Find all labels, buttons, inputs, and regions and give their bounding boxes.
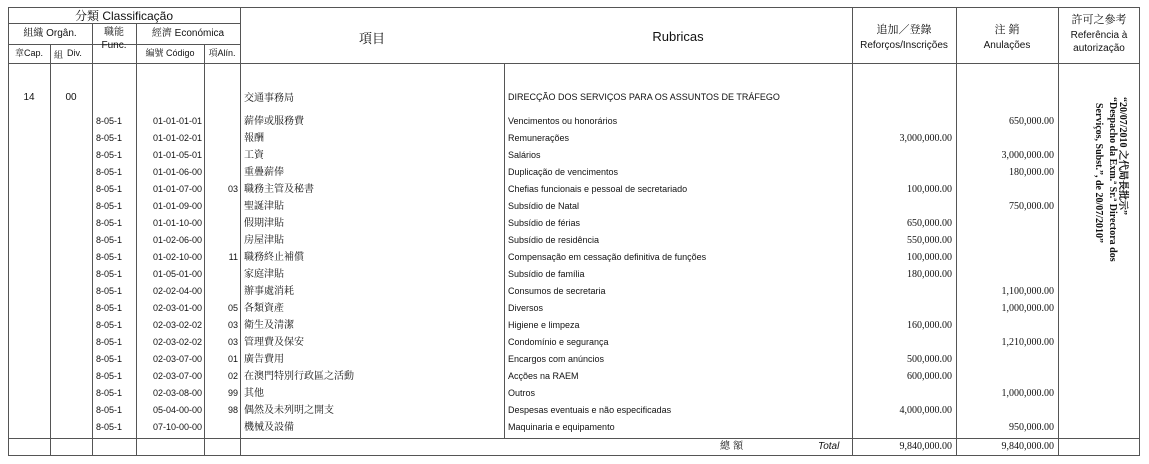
row-code: 02-03-02-02 (152, 337, 202, 347)
row-code: 01-02-10-00 (152, 252, 202, 262)
row-func: 8-05-1 (96, 116, 123, 126)
row-func: 8-05-1 (96, 388, 123, 398)
section-name-pt: DIRECÇÃO DOS SERVIÇOS PARA OS ASSUNTOS DE TRÁFEGO (508, 92, 780, 102)
row-rubrica: Maquinaria e equipamento (508, 422, 615, 432)
row-item-zh: 重疊薪俸 (244, 167, 284, 178)
row-rubrica: Subsídio de família (508, 269, 585, 279)
row-func: 8-05-1 (96, 303, 123, 313)
row-code: 02-03-07-00 (152, 371, 202, 381)
row-alinea (206, 419, 238, 436)
row-rubrica: Compensação em cessação definitiva de funções (508, 252, 707, 262)
row-func: 8-05-1 (96, 422, 123, 432)
row-anulacao (960, 317, 1054, 334)
row-code: 02-03-07-00 (152, 354, 202, 364)
row-reforco (856, 147, 952, 164)
row-alinea: 11 (228, 252, 238, 262)
header-classification: 分類 Classificação (74, 9, 174, 23)
row-code: 07-10-00-00 (152, 422, 202, 432)
row-func: 8-05-1 (96, 286, 123, 296)
row-anulacao: 180,000.00 (1009, 167, 1054, 178)
row-item-zh: 職務主管及秘書 (244, 184, 314, 195)
row-rubrica: Subsídio de férias (508, 218, 581, 228)
row-code: 05-04-00-00 (152, 405, 202, 415)
row-func: 8-05-1 (96, 133, 123, 143)
header-reinforce-zh: 追加／登錄 (876, 24, 932, 36)
row-anulacao (960, 215, 1054, 232)
table-row (8, 181, 1140, 198)
row-rubrica: Acções na RAEM (508, 371, 579, 381)
budget-table (8, 7, 1140, 455)
table-row (8, 249, 1140, 266)
row-item-zh: 在澳門特別行政區之活動 (244, 371, 354, 382)
row-alinea (206, 147, 238, 164)
row-item-zh: 偶然及未列明之開支 (244, 405, 334, 416)
header-rubricas: Rubricas (652, 29, 704, 44)
table-row (8, 266, 1140, 283)
table-row (8, 334, 1140, 351)
table-row (8, 419, 1140, 436)
row-anulacao (960, 368, 1054, 385)
header-auth-line2: autorização (1073, 43, 1125, 54)
row-reforco (856, 283, 952, 300)
row-reforco (856, 334, 952, 351)
row-reforco (856, 300, 952, 317)
authorization-line3: Serviços, Subst.”, de 20/07/2010” (1093, 103, 1104, 244)
total-top-rule (8, 438, 1140, 439)
row-anulacao: 950,000.00 (1009, 422, 1054, 433)
row-reforco: 4,000,000.00 (899, 405, 952, 416)
row-reforco: 3,000,000.00 (899, 133, 952, 144)
row-code: 02-02-04-00 (152, 286, 202, 296)
row-func: 8-05-1 (96, 218, 123, 228)
row-anulacao: 1,100,000.00 (1001, 286, 1054, 297)
row-alinea (206, 266, 238, 283)
row-reforco: 650,000.00 (907, 218, 952, 229)
row-alinea (206, 113, 238, 130)
table-row (8, 368, 1140, 385)
row-item-zh: 機械及設備 (244, 422, 294, 433)
row-rubrica: Higiene e limpeza (508, 320, 580, 330)
row-item-zh: 其他 (244, 388, 264, 399)
row-func: 8-05-1 (96, 201, 123, 211)
row-alinea (206, 164, 238, 181)
row-code: 01-01-05-01 (152, 150, 202, 160)
table-row (8, 113, 1140, 130)
row-func: 8-05-1 (96, 320, 123, 330)
table-row (8, 351, 1140, 368)
table-row (8, 283, 1140, 300)
table-row (8, 147, 1140, 164)
row-alinea (206, 283, 238, 300)
row-code: 01-01-02-01 (152, 133, 202, 143)
row-code: 02-03-08-00 (152, 388, 202, 398)
row-rubrica: Chefias funcionais e pessoal de secretariado (508, 184, 688, 194)
row-alinea: 98 (227, 405, 238, 415)
header-cancel: Anulações (983, 40, 1031, 51)
row-rubrica: Salários (508, 150, 541, 160)
row-item-zh: 薪俸或服務費 (244, 116, 304, 127)
authorization-line2: “Despacho da Exm.ª Sr.ª Directora dos (1107, 97, 1118, 262)
row-code: 01-01-07-00 (152, 184, 202, 194)
row-alinea: 03 (227, 184, 238, 194)
total-label-zh: 總 額 (720, 441, 744, 452)
row-reforco: 600,000.00 (907, 371, 952, 382)
header-item-zh: 項目 (358, 31, 385, 46)
row-rubrica: Outros (508, 388, 536, 398)
row-rubrica: Subsídio de Natal (508, 201, 580, 211)
header-code: 編號 Código (145, 48, 195, 58)
row-anulacao: 650,000.00 (1009, 116, 1054, 127)
row-func: 8-05-1 (96, 150, 123, 160)
authorization-line1: “20/07/2010 之代局長批示” (1117, 97, 1128, 216)
table-row (8, 402, 1140, 419)
row-rubrica: Subsídio de residência (508, 235, 600, 245)
row-alinea (206, 232, 238, 249)
row-anulacao: 1,000,000.00 (1001, 303, 1054, 314)
section-chapter: 14 (23, 92, 35, 103)
row-rubrica: Despesas eventuais e não especificadas (508, 405, 672, 415)
row-anulacao (960, 249, 1054, 266)
table-row (8, 385, 1140, 402)
total-reforco: 9,840,000.00 (899, 441, 952, 452)
row-reforco: 100,000.00 (907, 184, 952, 195)
row-rubrica: Consumos de secretaria (508, 286, 606, 296)
row-func: 8-05-1 (96, 405, 123, 415)
row-code: 01-01-01-01 (152, 116, 202, 126)
row-anulacao (960, 232, 1054, 249)
row-anulacao (960, 351, 1054, 368)
table-row (8, 164, 1140, 181)
header-auth-line1: Referência à (1070, 30, 1128, 41)
row-anulacao: 1,210,000.00 (1001, 337, 1054, 348)
row-func: 8-05-1 (96, 354, 123, 364)
row-item-zh: 管理費及保安 (244, 337, 304, 348)
header-bottom-rule (8, 63, 1140, 64)
header-chapter: 章Cap. (14, 48, 43, 58)
row-code: 01-01-09-00 (152, 201, 202, 211)
section-name-zh: 交通事務局 (244, 93, 294, 104)
row-rubrica: Remunerações (508, 133, 570, 143)
row-code: 01-05-01-00 (152, 269, 202, 279)
row-alinea (206, 198, 238, 215)
row-item-zh: 聖誕津貼 (244, 201, 284, 212)
row-alinea (206, 215, 238, 232)
row-code: 01-01-06-00 (152, 167, 202, 177)
row-item-zh: 廣告費用 (244, 354, 284, 365)
row-code: 01-02-06-00 (152, 235, 202, 245)
row-func: 8-05-1 (96, 184, 123, 194)
header-function: Func. (101, 40, 127, 51)
header-auth-zh: 許可之參考 (1071, 14, 1127, 26)
header-function-zh: 職能 (104, 27, 124, 38)
row-item-zh: 房屋津貼 (244, 235, 284, 246)
row-anulacao: 1,000,000.00 (1001, 388, 1054, 399)
row-item-zh: 各類資產 (244, 303, 284, 314)
row-rubrica: Duplicação de vencimentos (508, 167, 619, 177)
table-row (8, 300, 1140, 317)
header-organ: 組織 Orgân. (23, 28, 77, 39)
row-anulacao (960, 130, 1054, 147)
row-item-zh: 假期津貼 (244, 218, 284, 229)
row-alinea (206, 130, 238, 147)
row-alinea: 02 (227, 371, 238, 381)
table-row (8, 130, 1140, 147)
total-anulacao: 9,840,000.00 (1001, 441, 1054, 452)
row-item-zh: 職務終止補償 (244, 252, 304, 263)
table-top-border (8, 7, 1140, 8)
header-reinforce: Reforços/Inscrições (860, 40, 948, 51)
row-func: 8-05-1 (96, 235, 123, 245)
row-reforco: 100,000.00 (907, 252, 952, 263)
row-reforco (856, 164, 952, 181)
row-func: 8-05-1 (96, 252, 123, 262)
row-rubrica: Encargos com anúncios (508, 354, 605, 364)
row-code: 02-03-01-00 (152, 303, 202, 313)
row-func: 8-05-1 (96, 371, 123, 381)
row-reforco (856, 419, 952, 436)
table-row (8, 198, 1140, 215)
row-func: 8-05-1 (96, 269, 123, 279)
table-row (8, 232, 1140, 249)
row-code: 01-01-10-00 (152, 218, 202, 228)
row-reforco: 180,000.00 (907, 269, 952, 280)
row-item-zh: 辦事處消耗 (244, 286, 294, 297)
table-row (8, 317, 1140, 334)
row-anulacao: 750,000.00 (1009, 201, 1054, 212)
row-anulacao (960, 181, 1054, 198)
row-reforco (856, 113, 952, 130)
section-division: 00 (65, 92, 77, 103)
row-alinea: 03 (227, 320, 238, 330)
table-row (8, 215, 1140, 232)
header-economic: 經濟 Económica (151, 28, 225, 39)
header-rule-classification (8, 23, 240, 24)
header-division-zh: 組 (54, 50, 64, 60)
row-reforco (856, 385, 952, 402)
header-division: Div. (67, 48, 82, 58)
row-alinea: 99 (227, 388, 238, 398)
row-anulacao (960, 266, 1054, 283)
row-code: 02-03-02-02 (152, 320, 202, 330)
row-alinea: 01 (227, 354, 238, 364)
row-func: 8-05-1 (96, 167, 123, 177)
row-item-zh: 報酬 (244, 133, 264, 144)
row-rubrica: Diversos (508, 303, 544, 313)
row-reforco (856, 198, 952, 215)
row-rubrica: Condomínio e segurança (508, 337, 609, 347)
row-alinea: 03 (227, 337, 238, 347)
header-cancel-zh: 注 銷 (994, 24, 1020, 36)
row-anulacao (960, 402, 1054, 419)
row-rubrica: Vencimentos ou honorários (508, 116, 618, 126)
table-bottom-border (8, 455, 1140, 456)
row-func: 8-05-1 (96, 337, 123, 347)
row-item-zh: 家庭津貼 (244, 269, 284, 280)
row-item-zh: 工資 (244, 150, 264, 161)
row-alinea: 05 (227, 303, 238, 313)
row-item-zh: 衛生及清潔 (244, 320, 294, 331)
header-alinea: 項Alín. (208, 48, 236, 58)
row-reforco: 160,000.00 (907, 320, 952, 331)
row-reforco: 550,000.00 (907, 235, 952, 246)
row-anulacao: 3,000,000.00 (1001, 150, 1054, 161)
total-label-pt: Total (818, 441, 840, 452)
authorization-note (1064, 97, 1140, 337)
row-reforco: 500,000.00 (907, 354, 952, 365)
